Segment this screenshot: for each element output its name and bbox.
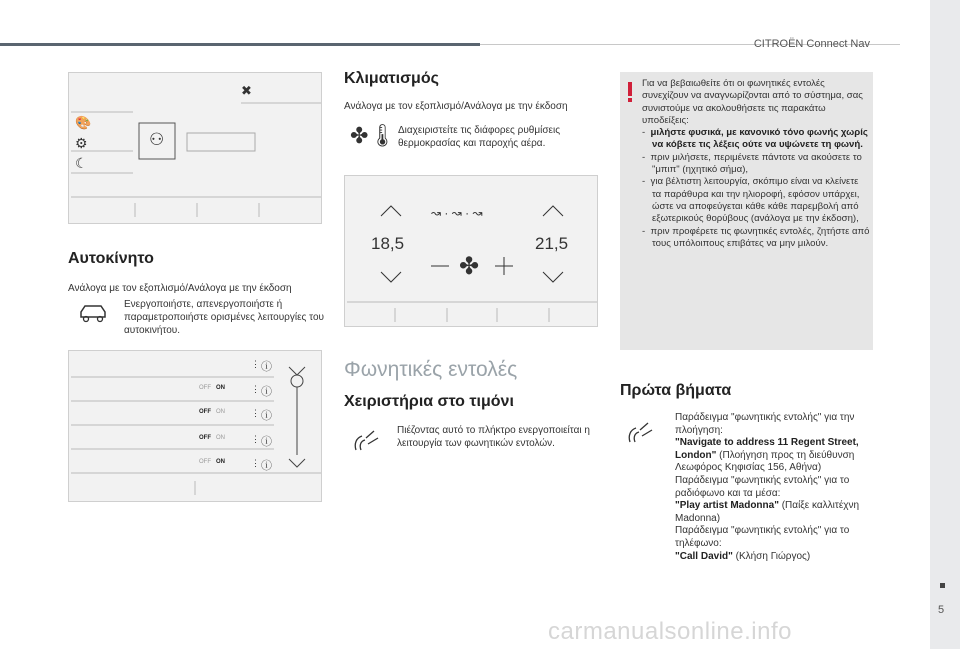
- temperature-left: 18,5: [371, 234, 405, 253]
- header-bar: [0, 43, 480, 46]
- toggle-3: OFF ON: [199, 435, 225, 441]
- header-title: CITROËN Connect Nav: [753, 38, 870, 50]
- example-2: [675, 500, 873, 525]
- climate-section-desc: Διαχειριστείτε τις διάφορες ρυθμίσεις θερμοκρασίας και παροχής αέρα.: [398, 125, 561, 149]
- toggle-4: OFF ON: [199, 459, 225, 465]
- info-icon: ⓘ: [261, 361, 272, 373]
- climate-section-intro: Ανάλογα με τον εξοπλισμό/Ανάλογα με την έκδοση: [344, 101, 568, 112]
- more-options-icon: ⋮: [251, 359, 260, 369]
- warning-icon: [628, 82, 632, 96]
- tip-bullet-3: [642, 176, 870, 225]
- settings-screen-graphic: [69, 73, 323, 225]
- voice-section-subtitle: Χειριστήρια στο τιμόνι: [344, 393, 514, 410]
- car-section-desc: Ενεργοποιήστε, απενεργοποιήστε ή παραμετροποιήστε ορισμένες λειτουργίες του αυτοκινήτου.: [124, 299, 324, 336]
- close-icon: ✖: [241, 83, 252, 98]
- tip-bullet-1-text: μιλήστε φυσικά, με κανονικό τόνο φωνής χωρίς να κόβετε τις λέξεις ούτε να υψώνετε τη φωνή.: [650, 127, 868, 151]
- tip-box: [620, 72, 873, 350]
- first-steps-title: Πρώτα βήματα: [620, 382, 732, 399]
- fan-icon: ✤: [459, 253, 480, 280]
- voice-section-title: Φωνητικές εντολές: [344, 358, 518, 381]
- climate-screen-illustration: [344, 175, 598, 327]
- car-screen-illustration: [68, 350, 322, 502]
- more-options-icon: ⋮: [251, 408, 260, 418]
- info-icon: ⓘ: [261, 436, 272, 448]
- tip-bullet-4-text: πριν προφέρετε τις φωνητικές εντολές, ζητήστε από τους υπόλοιπους επιβάτες να μην μιλούν.: [650, 225, 870, 249]
- voice-command-icon-2: [626, 420, 654, 446]
- example-3-translation: (Κλήση Γιώργος): [732, 550, 811, 562]
- info-icon: ⓘ: [261, 410, 272, 422]
- climate-section-title: Κλιματισμός: [344, 70, 439, 87]
- car-section-title: Αυτοκίνητο: [68, 250, 154, 267]
- more-options-icon: ⋮: [251, 458, 260, 468]
- voice-section-desc: Πιέζοντας αυτό το πλήκτρο ενεργοποιείται η λειτουργία των φωνητικών εντολών.: [397, 425, 590, 449]
- tip-text: [642, 78, 870, 250]
- watermark: carmanualsonline.info: [548, 618, 792, 645]
- info-icon: ⓘ: [261, 460, 272, 472]
- car-section-intro: Ανάλογα με τον εξοπλισμό/Ανάλογα με την έκδοση: [68, 283, 292, 294]
- example-2-intro: Παράδειγμα "φωνητικής εντολής" για το ραδιόφωνο και τα μέσα:: [675, 474, 850, 499]
- example-2-translation: (Παίξε καλλιτέχνη Madonna): [675, 500, 860, 524]
- moon-icon: ☾: [75, 155, 88, 171]
- page-margin-strip: [930, 0, 960, 649]
- example-1: [675, 437, 873, 475]
- tip-intro: Για να βεβαιωθείτε ότι οι φωνητικές εντολές συνεχίζουν να αναγνωρίζονται από το σύστημα, σας συνιστούμε να ακολουθήσετε τις παρακάτω υποδείξεις:: [642, 78, 863, 126]
- first-steps-examples: [675, 412, 873, 563]
- tip-bullet-3-text: για βέλτιστη λειτουργία, σκόπιμο είναι να κλείνετε τα παράθυρα και την ηλιοροφή, εφόσον υπάρχει, ώστε να αποφεύγεται κάθε κάθε παρεμβολή από εξωτερικούς θορύβους (ανάλογα με την έκδοση),: [650, 176, 860, 225]
- tip-bullet-1: [642, 127, 870, 152]
- page-number: 5: [938, 604, 945, 616]
- airflow-mode-icons: ↝ · ↝ · ↝: [431, 206, 483, 220]
- example-2-command: "Play artist Madonna": [675, 500, 779, 512]
- settings-screen-illustration: [68, 72, 322, 224]
- example-3: [675, 551, 873, 564]
- gear-icon: ⚙: [75, 135, 88, 151]
- example-1-command: "Navigate to address 11 Regent Street, London": [675, 437, 859, 461]
- warning-icon-dot: [628, 98, 632, 102]
- bullet-dash: -: [642, 127, 646, 139]
- bullet-dash: -: [642, 225, 646, 237]
- more-options-icon: ⋮: [251, 434, 260, 444]
- example-1-translation: (Πλοήγηση προς τη διεύθυνση Λεωφόρος Κηφισίας 156, Αθήνα): [675, 449, 855, 474]
- profile-icon: ⚇: [149, 130, 165, 149]
- bullet-dash: -: [642, 176, 646, 188]
- bullet-dash: -: [642, 151, 646, 163]
- toggle-1: OFF ON: [199, 385, 225, 391]
- tip-bullet-4: [642, 226, 870, 251]
- car-screen-graphic: [69, 351, 323, 503]
- tip-bullet-2: [642, 152, 870, 177]
- tip-bullet-2-text: πριν μιλήσετε, περιμένετε πάντοτε να ακούσετε το "μπιπ" (ηχητικό σήμα),: [650, 151, 862, 176]
- car-icon: [78, 300, 108, 326]
- example-3-intro: Παράδειγμα "φωνητικής εντολής" για το τηλέφωνο:: [675, 525, 850, 549]
- voice-command-icon: [352, 428, 380, 454]
- info-icon: ⓘ: [261, 386, 272, 398]
- temperature-right: 21,5: [535, 234, 569, 253]
- page-marker: [940, 583, 945, 588]
- example-1-intro: Παράδειγμα "φωνητικής εντολής" για την πλοήγηση:: [675, 412, 855, 436]
- palette-icon: 🎨: [75, 115, 92, 130]
- fan-thermometer-icon: ✤🌡: [350, 123, 397, 148]
- more-options-icon: ⋮: [251, 384, 260, 394]
- toggle-2: OFF ON: [199, 409, 225, 415]
- example-3-command: "Call David": [675, 550, 733, 562]
